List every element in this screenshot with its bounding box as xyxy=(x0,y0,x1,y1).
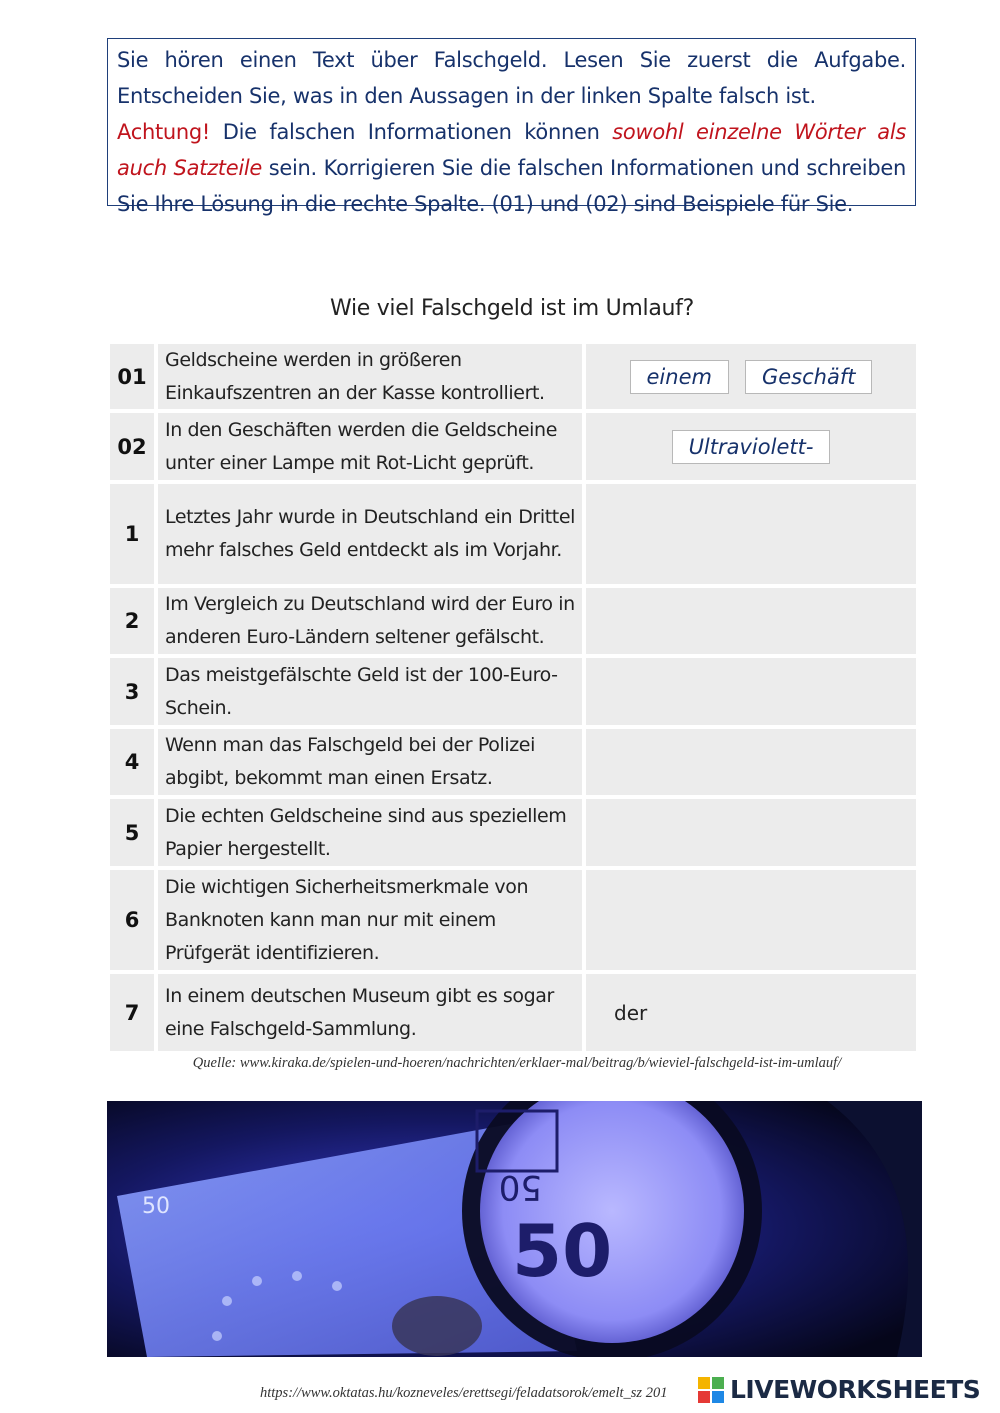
liveworksheets-text: LIVEWORKSHEETS xyxy=(730,1375,981,1404)
table-row xyxy=(110,413,916,480)
table-row xyxy=(110,484,916,584)
statement-text: In den Geschäften werden die Geldscheine unter einer Lampe mit Rot-Licht geprüft. xyxy=(158,413,582,480)
statement-text: Die echten Geldscheine sind aus speziellem Papier hergestellt. xyxy=(158,799,582,866)
instructions-mid: Die falschen Informationen können xyxy=(210,120,613,144)
row-number: 4 xyxy=(110,729,154,795)
row-number: 2 xyxy=(110,588,154,654)
answer-input[interactable]: der xyxy=(586,974,916,1051)
note-corner-value: 50 xyxy=(142,1194,170,1219)
instructions-box xyxy=(107,38,916,216)
row-number: 01 xyxy=(110,344,154,409)
statement-text: Letztes Jahr wurde in Deutschland ein Drittel mehr falsches Geld entdeckt als im Vorjahr. xyxy=(158,484,582,584)
answer-input[interactable] xyxy=(586,729,916,795)
statement-text: Geldscheine werden in größeren Einkaufszentren an der Kasse kontrolliert. xyxy=(158,344,582,409)
statement-text: Wenn man das Falschgeld bei der Polizei abgibt, bekommt man einen Ersatz. xyxy=(158,729,582,795)
statement-text: Das meistgefälschte Geld ist der 100-Euro-Schein. xyxy=(158,658,582,725)
answer-input[interactable] xyxy=(586,658,916,725)
table-row xyxy=(110,588,916,654)
row-number: 5 xyxy=(110,799,154,866)
counterfeit-check-photo xyxy=(107,1101,922,1357)
answer-cell xyxy=(586,344,916,409)
finger xyxy=(392,1296,482,1356)
statement-text: In einem deutschen Museum gibt es sogar eine Falschgeld-Sammlung. xyxy=(158,974,582,1051)
answer-input[interactable] xyxy=(586,484,916,584)
statement-text: Im Vergleich zu Deutschland wird der Euro in anderen Euro-Ländern seltener gefälscht. xyxy=(158,588,582,654)
note-value-large: 50 xyxy=(512,1209,613,1293)
liveworksheets-logo xyxy=(698,1375,980,1404)
note-value-small: 50 xyxy=(498,1167,542,1207)
table-row xyxy=(110,658,916,725)
exercise-title: Wie viel Falschgeld ist im Umlauf? xyxy=(329,296,694,321)
instructions-text: Sie hören einen Text über Falschgeld. Lesen Sie zuerst die Aufgabe. Entscheiden Sie, was in den Aussagen in der linken Spalte falsch ist. xyxy=(117,48,906,108)
row-number: 1 xyxy=(110,484,154,584)
row-number: 02 xyxy=(110,413,154,480)
table-row xyxy=(110,344,916,409)
answer-cell xyxy=(586,413,916,480)
footer-url xyxy=(260,1385,667,1402)
exercise-table xyxy=(110,344,916,1055)
liveworksheets-icon xyxy=(698,1377,724,1403)
answer-input[interactable] xyxy=(586,588,916,654)
footer-url-text: https://www.oktatas.hu/kozneveles/erettsegi/feladatsorok/emelt_sz xyxy=(260,1385,643,1401)
example-answer-box: einem xyxy=(630,360,729,394)
table-row xyxy=(110,799,916,866)
statement-text: Die wichtigen Sicherheitsmerkmale von Banknoten kann man nur mit einem Prüfgerät identifizieren. xyxy=(158,870,582,970)
instructions-emphasis: sowohl einzelne Wörter als auch Satzteile xyxy=(117,120,906,180)
footer-url-tail: 201 xyxy=(645,1385,668,1401)
answer-input[interactable] xyxy=(586,870,916,970)
example-answer-box: Ultraviolett- xyxy=(672,430,831,464)
answer-input[interactable] xyxy=(586,799,916,866)
table-row xyxy=(110,974,916,1051)
example-answer-box: Geschäft xyxy=(745,360,873,394)
row-number: 3 xyxy=(110,658,154,725)
warning-label: Achtung! xyxy=(117,120,211,144)
photo-illustration xyxy=(107,1101,922,1357)
table-row xyxy=(110,870,916,970)
table-row xyxy=(110,729,916,795)
row-number: 6 xyxy=(110,870,154,970)
row-number: 7 xyxy=(110,974,154,1051)
instructions-rest: sein. Korrigieren Sie die falschen Informationen und schreiben Sie Ihre Lösung in die rechte Spalte. (01) und (02) sind Beispiele für Sie. xyxy=(117,156,906,216)
source-citation: Quelle: www.kiraka.de/spielen-und-hoeren/nachrichten/erklaer-mal/beitrag/b/wieviel-falschgeld-ist-im-umlauf/ xyxy=(192,1055,842,1071)
